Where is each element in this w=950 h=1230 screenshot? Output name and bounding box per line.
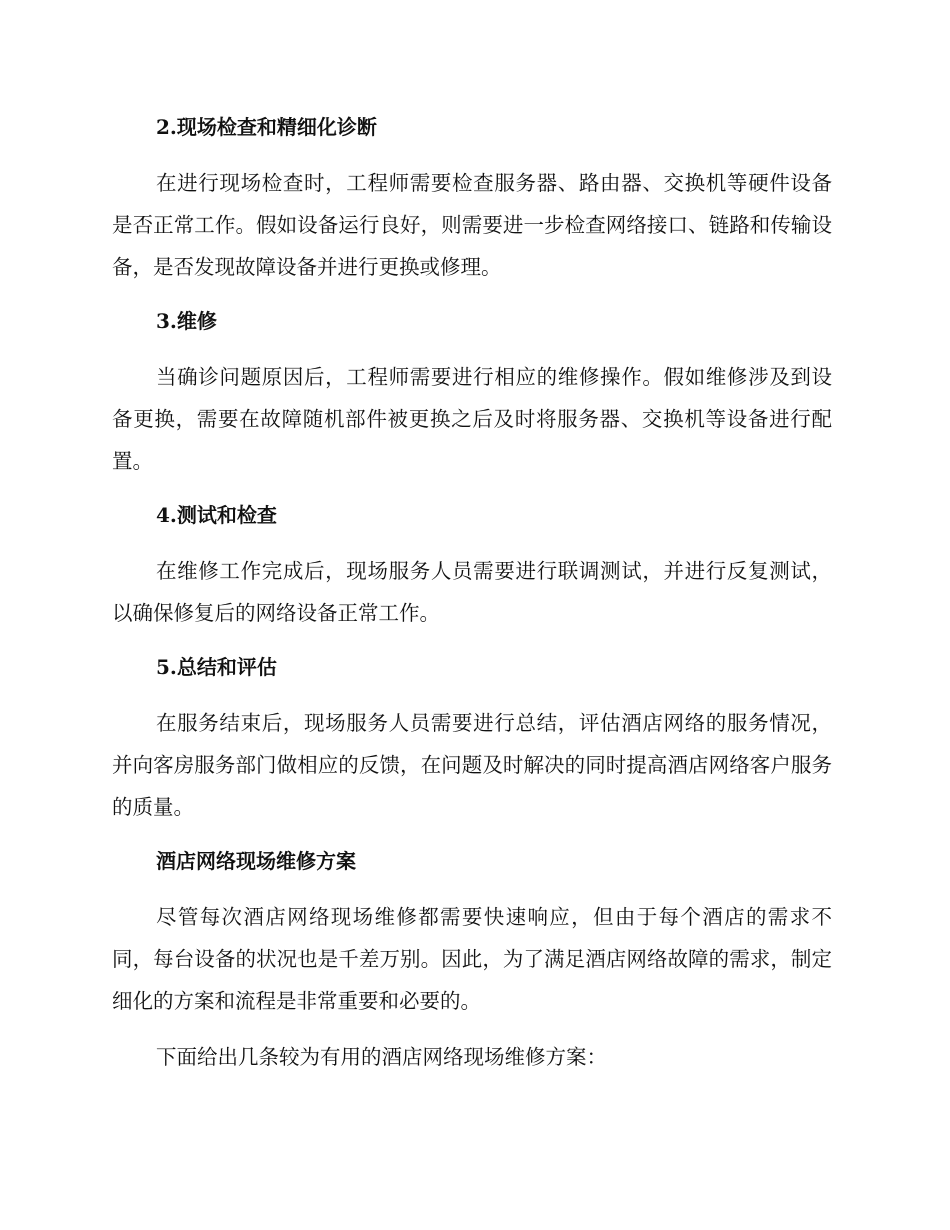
section-heading-onsite-inspection: 2.现场检查和精细化诊断: [156, 115, 377, 139]
paragraph-summary: 在服务结束后，现场服务人员需要进行总结，评估酒店网络的服务情况，并向客房服务部门做相应的反馈，在问题及时解决的同时提高酒店网络客户服务的质量。: [112, 711, 832, 819]
section-heading-testing: 4.测试和检查: [156, 503, 277, 527]
paragraph-repair: 当确诊问题原因后，工程师需要进行相应的维修操作。假如维修涉及到设备更换，需要在故障随机部件被更换之后及时将服务器、交换机等设备进行配置。: [112, 365, 832, 473]
document-page: [112, 108, 832, 1078]
paragraph-onsite-inspection: 在进行现场检查时，工程师需要检查服务器、路由器、交换机等硬件设备是否正常工作。假如设备运行良好，则需要进一步检查网络接口、链路和传输设备，是否发现故障设备并进行更换或修理。: [112, 171, 832, 279]
section-heading-repair: 3.维修: [156, 309, 217, 333]
paragraph-repair-plan-intro: 尽管每次酒店网络现场维修都需要快速响应，但由于每个酒店的需求不同，每台设备的状况也是千差万别。因此，为了满足酒店网络故障的需求，制定细化的方案和流程是非常重要和必要的。: [112, 905, 832, 1013]
paragraph-testing: 在维修工作完成后，现场服务人员需要进行联调测试，并进行反复测试，以确保修复后的网络设备正常工作。: [112, 559, 832, 625]
section-heading-repair-plan: 酒店网络现场维修方案: [156, 849, 356, 873]
paragraph-repair-plan-list-lead: 下面给出几条较为有用的酒店网络现场维修方案：: [156, 1045, 607, 1069]
section-heading-summary: 5.总结和评估: [156, 655, 277, 679]
